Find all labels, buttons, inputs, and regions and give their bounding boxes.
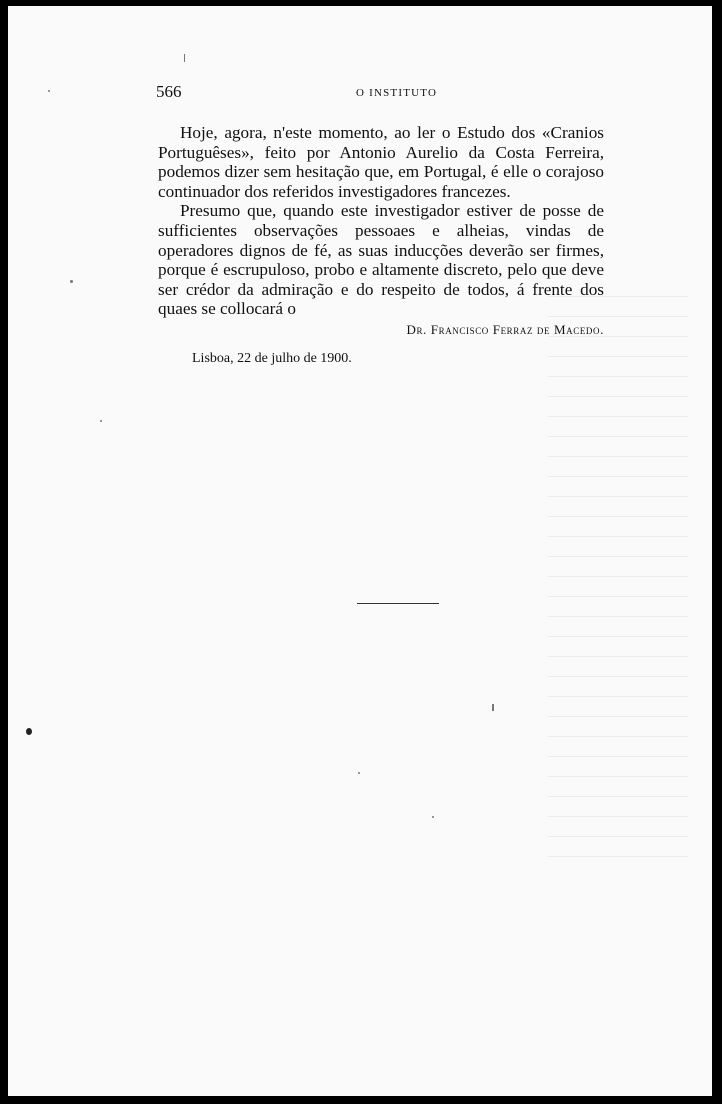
page	[8, 6, 712, 1096]
section-divider	[357, 603, 439, 604]
page-header	[156, 82, 606, 104]
scan-speck	[70, 280, 73, 283]
scan-speck	[492, 704, 494, 711]
page-number: 566	[156, 82, 182, 101]
scan-speck	[48, 90, 50, 92]
scan-speck	[100, 420, 102, 422]
author-signature: Dr. Francisco Ferraz de Macedo.	[406, 322, 604, 337]
body-text	[158, 123, 604, 319]
scan-speck	[358, 772, 360, 774]
scan-speck	[184, 54, 185, 62]
bleed-through-texture	[548, 296, 688, 876]
dateline: Lisboa, 22 de julho de 1900.	[192, 351, 352, 366]
running-title: O INSTITUTO	[356, 87, 438, 99]
scan-speck	[26, 728, 32, 735]
scan-speck	[432, 816, 434, 818]
paragraph: Hoje, agora, n'este momento, ao ler o Estudo dos «Cranios Portuguêses», feito por Antonio Aurelio da Costa Ferreira, podemos dizer sem hesitação que, em Portugal, é elle o corajoso continuador dos referidos investigadores francezes.	[158, 123, 604, 201]
paragraph: Presumo que, quando este investigador estiver de posse de sufficientes observações pessoaes e alheias, vindas de operadores dignos de fé, as suas inducções deverão ser firmes, porque é escrupuloso, probo e altamente discreto, pelo que deve ser crédor da admiração e do respeito de todos, á frente dos quaes se collocará o	[158, 201, 604, 319]
